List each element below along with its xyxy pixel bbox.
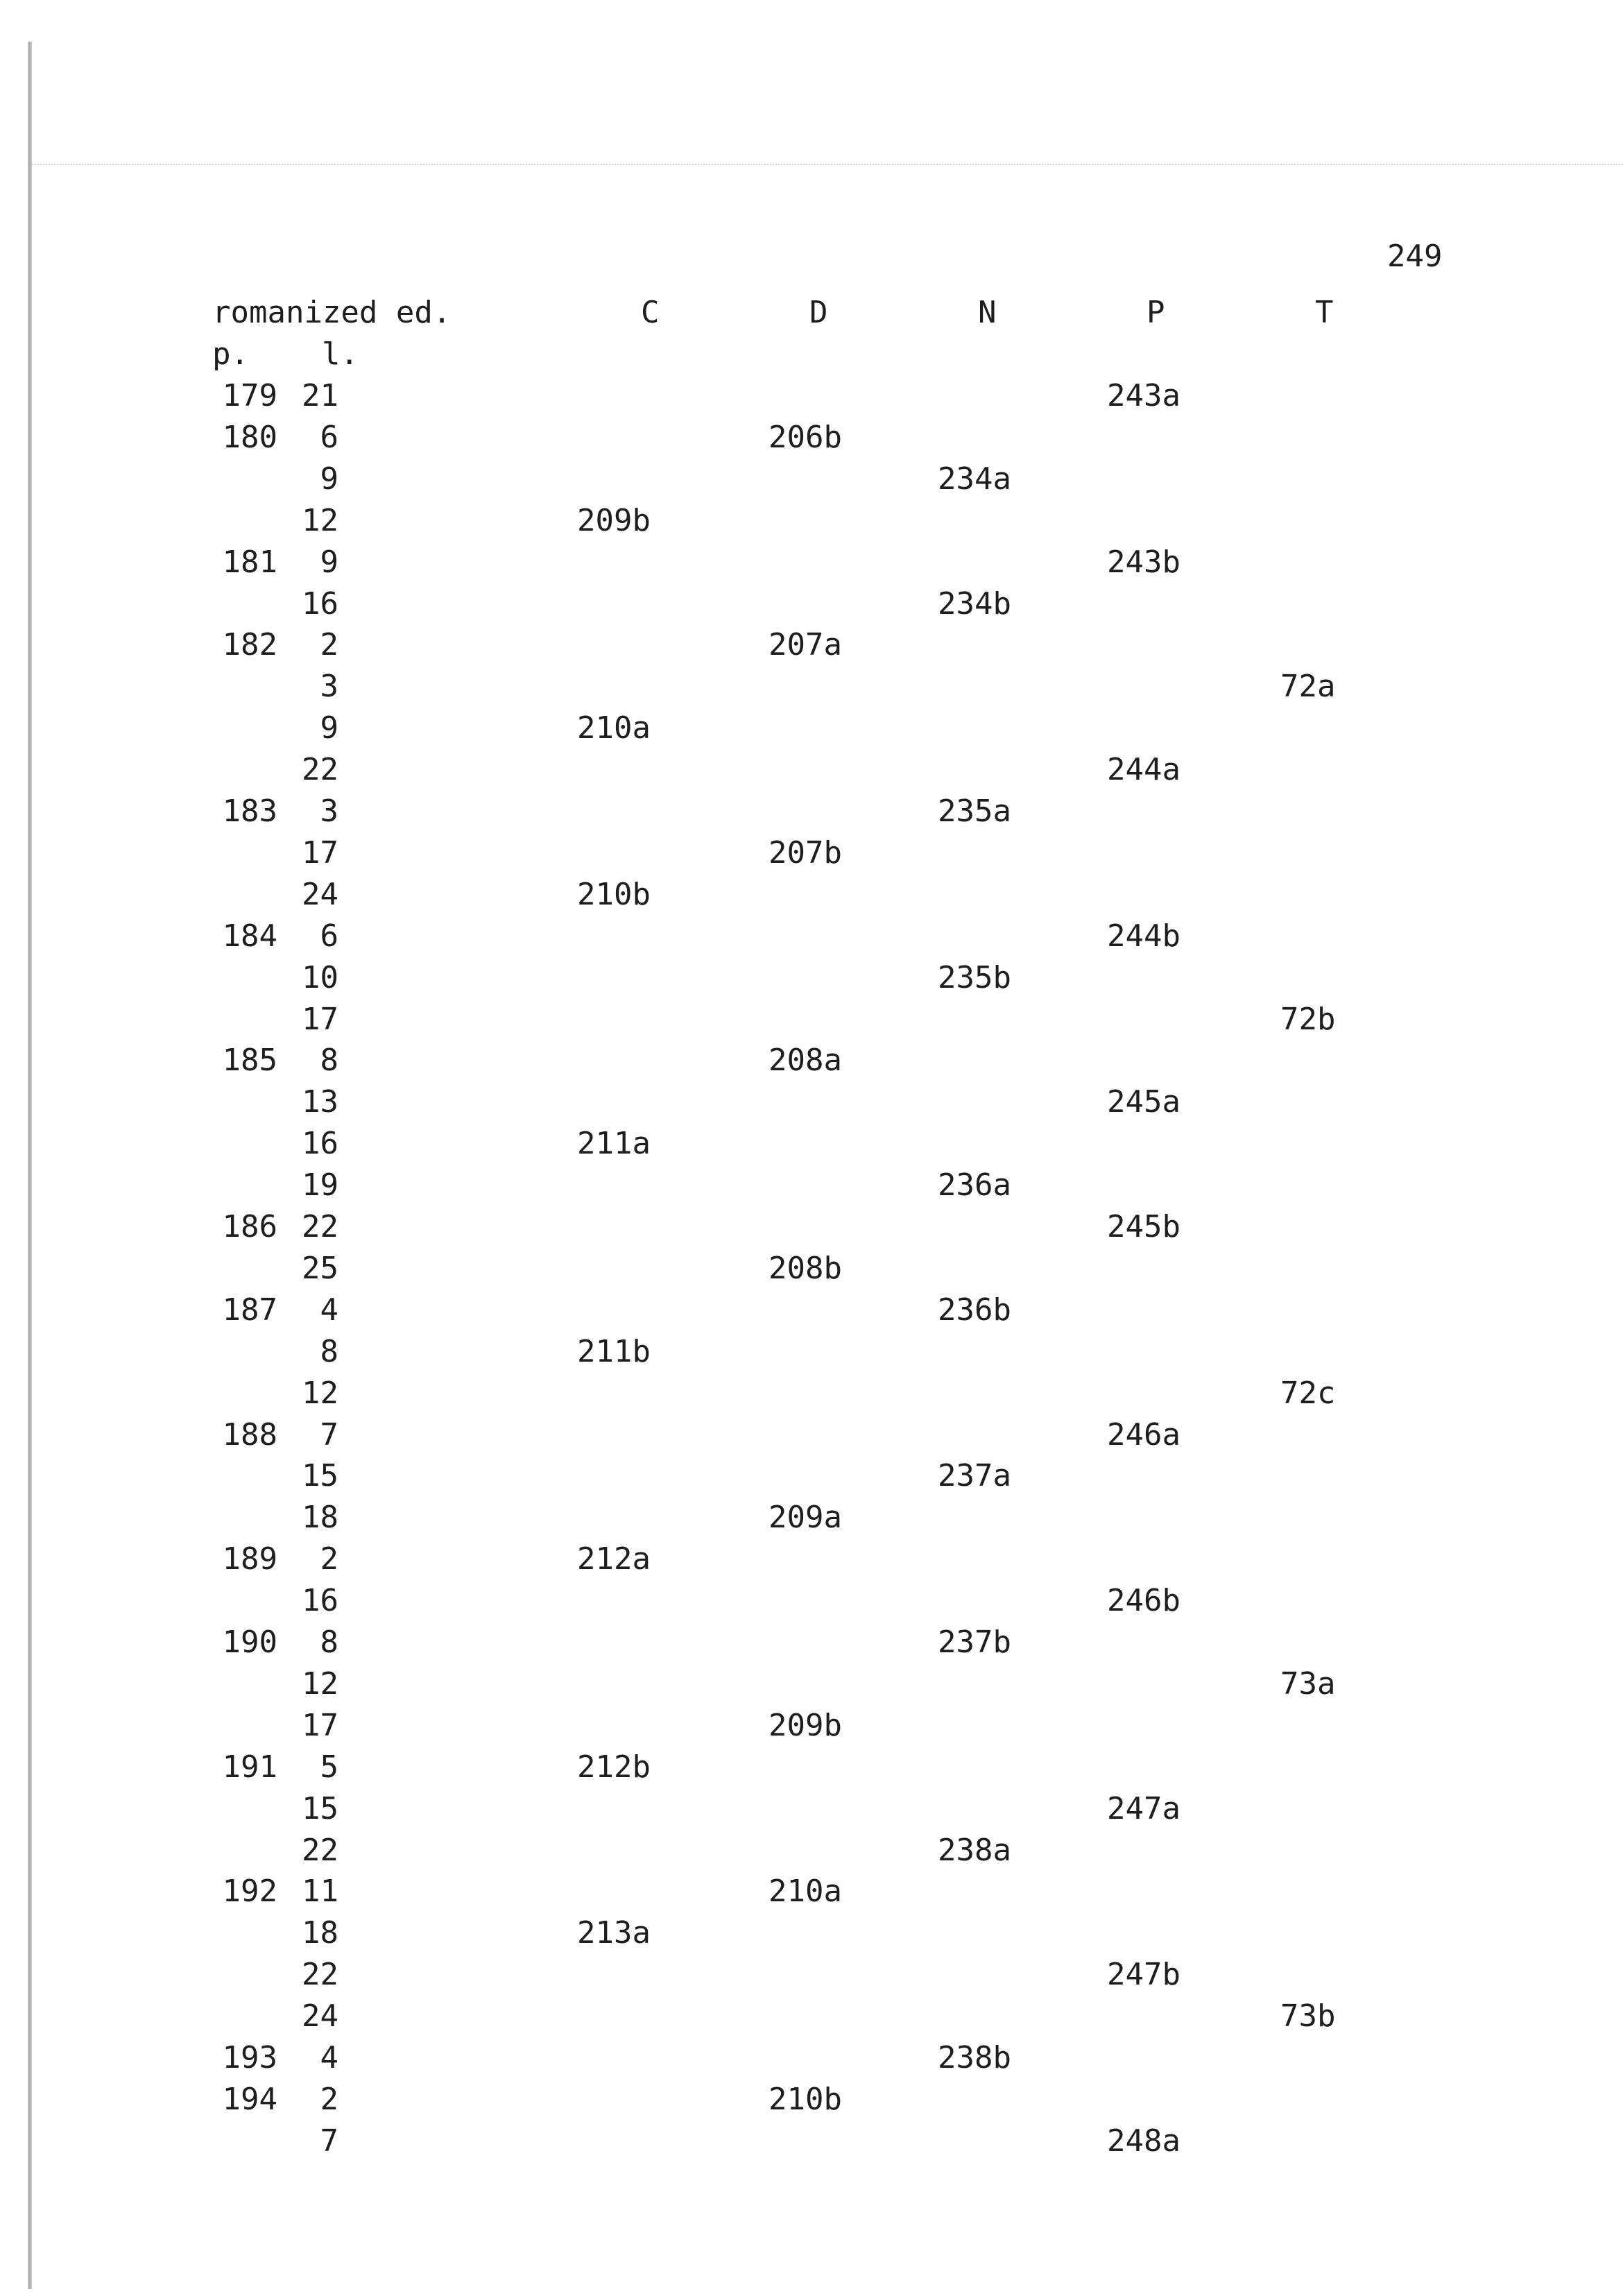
- row-value-p: 248a: [1107, 2123, 1180, 2159]
- row-line-number: 3: [320, 669, 338, 704]
- row-line-number: 22: [302, 752, 338, 787]
- row-line-number: 8: [320, 1625, 338, 1660]
- row-line-number: 16: [302, 1126, 338, 1161]
- row-value-p: 247b: [1107, 1957, 1180, 1992]
- row-line-number: 2: [320, 2082, 338, 2117]
- row-line-number: 15: [302, 1791, 338, 1826]
- row-line-number: 7: [320, 2123, 338, 2159]
- row-line-number: 8: [320, 1334, 338, 1369]
- row-value-d: 208a: [768, 1043, 842, 1078]
- row-line-number: 18: [302, 1500, 338, 1535]
- row-page-number: 184: [222, 918, 277, 954]
- row-line-number: 16: [302, 586, 338, 622]
- row-page-number: 194: [222, 2082, 277, 2117]
- row-value-n: 234b: [938, 586, 1011, 622]
- row-line-number: 25: [302, 1251, 338, 1286]
- row-value-c: 211b: [577, 1334, 651, 1369]
- header-col-p: P: [1147, 295, 1165, 330]
- row-value-t: 72a: [1280, 669, 1336, 704]
- row-value-d: 208b: [768, 1251, 842, 1286]
- row-page-number: 189: [222, 1541, 277, 1577]
- row-value-d: 209a: [768, 1500, 842, 1535]
- row-line-number: 4: [320, 2040, 338, 2075]
- row-value-d: 207a: [768, 627, 842, 662]
- row-value-p: 246a: [1107, 1417, 1180, 1453]
- row-value-p: 245a: [1107, 1084, 1180, 1120]
- row-page-number: 192: [222, 1874, 277, 1909]
- row-line-number: 24: [302, 877, 338, 912]
- row-value-t: 72c: [1280, 1376, 1336, 1411]
- row-line-number: 9: [320, 710, 338, 746]
- row-line-number: 11: [302, 1874, 338, 1909]
- row-value-d: 206b: [768, 420, 842, 455]
- row-value-n: 238b: [938, 2040, 1011, 2075]
- header-col-n: N: [978, 295, 997, 330]
- row-page-number: 182: [222, 627, 277, 662]
- row-value-t: 73b: [1280, 1998, 1336, 2034]
- row-line-number: 6: [320, 420, 338, 455]
- row-value-p: 243a: [1107, 378, 1180, 413]
- row-value-d: 210b: [768, 2082, 842, 2117]
- row-value-p: 243b: [1107, 545, 1180, 580]
- row-value-p: 244a: [1107, 752, 1180, 787]
- row-value-d: 209b: [768, 1708, 842, 1743]
- row-page-number: 187: [222, 1292, 277, 1328]
- subheader-line: l.: [322, 336, 359, 372]
- row-value-c: 212a: [577, 1541, 651, 1577]
- scan-margin-line: [28, 42, 32, 2289]
- row-line-number: 22: [302, 1209, 338, 1244]
- header-col-t: T: [1315, 295, 1334, 330]
- row-line-number: 13: [302, 1084, 338, 1120]
- row-line-number: 17: [302, 1708, 338, 1743]
- row-value-p: 246b: [1107, 1583, 1180, 1618]
- row-value-t: 73a: [1280, 1666, 1336, 1702]
- subheader-page: p.: [212, 336, 249, 372]
- row-line-number: 5: [320, 1749, 338, 1785]
- row-line-number: 17: [302, 1002, 338, 1037]
- row-page-number: 183: [222, 794, 277, 829]
- row-line-number: 24: [302, 1998, 338, 2034]
- row-value-n: 234a: [938, 461, 1011, 497]
- row-page-number: 186: [222, 1209, 277, 1244]
- row-line-number: 2: [320, 627, 338, 662]
- row-page-number: 193: [222, 2040, 277, 2075]
- row-page-number: 185: [222, 1043, 277, 1078]
- row-value-p: 247a: [1107, 1791, 1180, 1826]
- row-value-d: 207b: [768, 835, 842, 871]
- header-romanized-ed: romanized ed.: [212, 295, 452, 330]
- row-value-p: 244b: [1107, 918, 1180, 954]
- row-page-number: 179: [222, 378, 277, 413]
- row-line-number: 8: [320, 1043, 338, 1078]
- row-value-n: 236b: [938, 1292, 1011, 1328]
- row-page-number: 191: [222, 1749, 277, 1785]
- row-value-c: 210b: [577, 877, 651, 912]
- row-value-d: 210a: [768, 1874, 842, 1909]
- row-line-number: 16: [302, 1583, 338, 1618]
- row-value-c: 212b: [577, 1749, 651, 1785]
- header-col-d: D: [809, 295, 828, 330]
- row-line-number: 3: [320, 794, 338, 829]
- row-value-n: 235a: [938, 794, 1011, 829]
- row-value-t: 72b: [1280, 1002, 1336, 1037]
- row-value-c: 213a: [577, 1915, 651, 1951]
- row-value-n: 236a: [938, 1167, 1011, 1203]
- row-line-number: 22: [302, 1833, 338, 1868]
- row-value-n: 235b: [938, 960, 1011, 995]
- row-value-n: 238a: [938, 1833, 1011, 1868]
- header-col-c: C: [641, 295, 660, 330]
- row-line-number: 6: [320, 918, 338, 954]
- row-page-number: 180: [222, 420, 277, 455]
- row-line-number: 4: [320, 1292, 338, 1328]
- row-value-c: 209b: [577, 503, 651, 538]
- row-value-c: 210a: [577, 710, 651, 746]
- row-line-number: 2: [320, 1541, 338, 1577]
- row-line-number: 9: [320, 545, 338, 580]
- row-line-number: 21: [302, 378, 338, 413]
- row-value-c: 211a: [577, 1126, 651, 1161]
- row-line-number: 12: [302, 1376, 338, 1411]
- page-number: 249: [1387, 239, 1443, 274]
- row-value-n: 237b: [938, 1625, 1011, 1660]
- row-page-number: 188: [222, 1417, 277, 1453]
- row-line-number: 10: [302, 960, 338, 995]
- scan-fold-line: [32, 164, 1623, 165]
- row-value-n: 237a: [938, 1458, 1011, 1493]
- row-line-number: 9: [320, 461, 338, 497]
- row-line-number: 19: [302, 1167, 338, 1203]
- row-line-number: 12: [302, 1666, 338, 1702]
- row-line-number: 7: [320, 1417, 338, 1453]
- row-line-number: 18: [302, 1915, 338, 1951]
- row-line-number: 12: [302, 503, 338, 538]
- row-value-p: 245b: [1107, 1209, 1180, 1244]
- row-line-number: 17: [302, 835, 338, 871]
- row-line-number: 22: [302, 1957, 338, 1992]
- row-page-number: 181: [222, 545, 277, 580]
- row-line-number: 15: [302, 1458, 338, 1493]
- row-page-number: 190: [222, 1625, 277, 1660]
